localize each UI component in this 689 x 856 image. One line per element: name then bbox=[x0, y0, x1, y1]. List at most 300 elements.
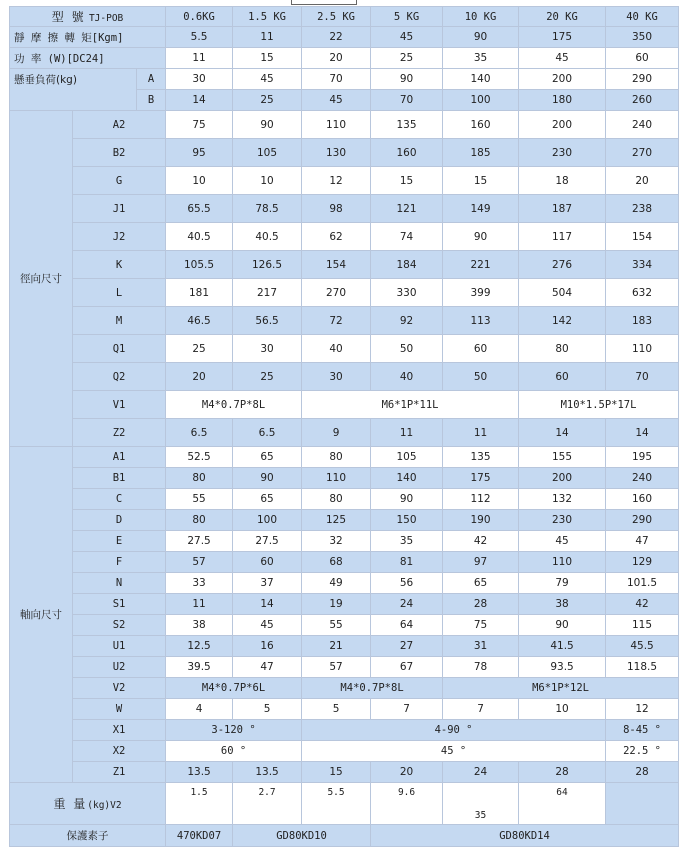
hanging-load-value: 30 bbox=[166, 69, 233, 90]
hanging-load-value: 200 bbox=[519, 69, 606, 90]
radial-row bbox=[10, 279, 679, 307]
top-row-value: 11 bbox=[166, 48, 233, 69]
axial-value: 57 bbox=[166, 552, 233, 573]
hanging-load-value: 25 bbox=[233, 90, 302, 111]
radial-code: V1 bbox=[73, 391, 166, 419]
radial-value: 40 bbox=[302, 335, 371, 363]
radial-value: 504 bbox=[519, 279, 606, 307]
radial-value: 30 bbox=[233, 335, 302, 363]
axial-value: 93.5 bbox=[519, 657, 606, 678]
axial-merged-value: 45 ° bbox=[302, 741, 606, 762]
axial-value: 47 bbox=[606, 531, 679, 552]
radial-code: A2 bbox=[73, 111, 166, 139]
weight-cell bbox=[166, 783, 233, 825]
hanging-load-value: 260 bbox=[606, 90, 679, 111]
size-col-5: 20 KG bbox=[519, 7, 606, 27]
top-edge-marker bbox=[291, 0, 357, 5]
radial-value: 74 bbox=[371, 223, 443, 251]
hanging-load-value: 180 bbox=[519, 90, 606, 111]
axial-value: 78 bbox=[443, 657, 519, 678]
radial-merged-value: M10*1.5P*17L bbox=[519, 391, 679, 419]
hanging-load-value: 90 bbox=[371, 69, 443, 90]
weight-value: 9.6 bbox=[397, 787, 416, 798]
axial-code: X2 bbox=[73, 741, 166, 762]
axial-row bbox=[10, 489, 679, 510]
protection-value: GD80KD14 bbox=[371, 825, 679, 847]
radial-row bbox=[10, 391, 679, 419]
top-row-value: 350 bbox=[606, 27, 679, 48]
axial-value: 38 bbox=[166, 615, 233, 636]
axial-value: 101.5 bbox=[606, 573, 679, 594]
axial-value: 20 bbox=[371, 762, 443, 783]
hanging-load-value: 14 bbox=[166, 90, 233, 111]
radial-value: 18 bbox=[519, 167, 606, 195]
radial-value: 135 bbox=[371, 111, 443, 139]
spec-table-body bbox=[10, 7, 679, 847]
radial-value: 105.5 bbox=[166, 251, 233, 279]
axial-value: 140 bbox=[371, 468, 443, 489]
radial-value: 187 bbox=[519, 195, 606, 223]
radial-value: 240 bbox=[606, 111, 679, 139]
radial-value: 200 bbox=[519, 111, 606, 139]
axial-value: 47 bbox=[233, 657, 302, 678]
radial-value: 40.5 bbox=[166, 223, 233, 251]
top-row-value: 15 bbox=[233, 48, 302, 69]
axial-value: 27 bbox=[371, 636, 443, 657]
radial-value: 20 bbox=[166, 363, 233, 391]
axial-value: 13.5 bbox=[233, 762, 302, 783]
axial-value: 5 bbox=[233, 699, 302, 720]
radial-value: 110 bbox=[302, 111, 371, 139]
axial-value: 19 bbox=[302, 594, 371, 615]
radial-value: 60 bbox=[519, 363, 606, 391]
axial-code: W bbox=[73, 699, 166, 720]
hanging-load-value: 290 bbox=[606, 69, 679, 90]
axial-code: U1 bbox=[73, 636, 166, 657]
model-label: 型 號 bbox=[51, 10, 86, 24]
axial-value: 11 bbox=[166, 594, 233, 615]
weight-value: 35 bbox=[474, 810, 487, 821]
radial-value: 40.5 bbox=[233, 223, 302, 251]
axial-value: 80 bbox=[166, 468, 233, 489]
axial-value: 90 bbox=[371, 489, 443, 510]
axial-row bbox=[10, 678, 679, 699]
radial-value: 217 bbox=[233, 279, 302, 307]
axial-row bbox=[10, 657, 679, 678]
radial-code: Q1 bbox=[73, 335, 166, 363]
radial-value: 6.5 bbox=[166, 419, 233, 447]
hanging-load-value: 70 bbox=[371, 90, 443, 111]
radial-code: Q2 bbox=[73, 363, 166, 391]
radial-value: 330 bbox=[371, 279, 443, 307]
radial-value: 183 bbox=[606, 307, 679, 335]
radial-value: 110 bbox=[606, 335, 679, 363]
radial-row bbox=[10, 251, 679, 279]
radial-code: K bbox=[73, 251, 166, 279]
top-row-value: 5.5 bbox=[166, 27, 233, 48]
axial-value: 65 bbox=[443, 573, 519, 594]
radial-value: 25 bbox=[233, 363, 302, 391]
radial-value: 46.5 bbox=[166, 307, 233, 335]
axial-row bbox=[10, 594, 679, 615]
hanging-load-sub: A bbox=[137, 69, 166, 90]
axial-merged-value: M4*0.7P*6L bbox=[166, 678, 302, 699]
radial-value: 11 bbox=[371, 419, 443, 447]
size-col-6: 40 KG bbox=[606, 7, 679, 27]
radial-row bbox=[10, 167, 679, 195]
weight-value: 64 bbox=[556, 787, 568, 798]
axial-value: 175 bbox=[443, 468, 519, 489]
axial-value: 28 bbox=[519, 762, 606, 783]
weight-cell bbox=[371, 783, 443, 825]
axial-code: A1 bbox=[73, 447, 166, 468]
axial-row bbox=[10, 510, 679, 531]
size-col-4: 10 KG bbox=[443, 7, 519, 27]
axial-code: U2 bbox=[73, 657, 166, 678]
radial-value: 90 bbox=[443, 223, 519, 251]
axial-merged-value: 22.5 ° bbox=[606, 741, 679, 762]
axial-value: 45 bbox=[233, 615, 302, 636]
axial-value: 65 bbox=[233, 447, 302, 468]
radial-code: Z2 bbox=[73, 419, 166, 447]
radial-value: 56.5 bbox=[233, 307, 302, 335]
axial-value: 12.5 bbox=[166, 636, 233, 657]
radial-value: 12 bbox=[302, 167, 371, 195]
weight-value: 2.7 bbox=[258, 787, 276, 798]
axial-row bbox=[10, 762, 679, 783]
axial-row bbox=[10, 636, 679, 657]
axial-value: 21 bbox=[302, 636, 371, 657]
top-row-value: 20 bbox=[302, 48, 371, 69]
radial-value: 230 bbox=[519, 139, 606, 167]
hanging-load-sub: B bbox=[137, 90, 166, 111]
weight-cell bbox=[443, 783, 519, 825]
axial-value: 57 bbox=[302, 657, 371, 678]
axial-value: 230 bbox=[519, 510, 606, 531]
radial-value: 154 bbox=[606, 223, 679, 251]
radial-merged-value: M6*1P*11L bbox=[302, 391, 519, 419]
axial-merged-value: 3-120 ° bbox=[166, 720, 302, 741]
axial-value: 200 bbox=[519, 468, 606, 489]
axial-row bbox=[10, 447, 679, 468]
protection-row bbox=[10, 825, 679, 847]
axial-merged-value: M6*1P*12L bbox=[443, 678, 679, 699]
axial-code: V2 bbox=[73, 678, 166, 699]
radial-row bbox=[10, 111, 679, 139]
weight-empty-cell bbox=[606, 783, 679, 825]
axial-value: 80 bbox=[302, 489, 371, 510]
hanging-load-label: 懸垂負荷(kg) bbox=[10, 69, 137, 111]
radial-value: 62 bbox=[302, 223, 371, 251]
axial-value: 55 bbox=[302, 615, 371, 636]
axial-row bbox=[10, 468, 679, 489]
radial-value: 11 bbox=[443, 419, 519, 447]
axial-row bbox=[10, 741, 679, 762]
axial-value: 10 bbox=[519, 699, 606, 720]
radial-value: 70 bbox=[606, 363, 679, 391]
axial-value: 42 bbox=[606, 594, 679, 615]
axial-value: 112 bbox=[443, 489, 519, 510]
axial-value: 79 bbox=[519, 573, 606, 594]
radial-value: 10 bbox=[233, 167, 302, 195]
axial-value: 27.5 bbox=[233, 531, 302, 552]
radial-value: 126.5 bbox=[233, 251, 302, 279]
weight-unit: (kg)V2 bbox=[87, 800, 122, 811]
axial-value: 41.5 bbox=[519, 636, 606, 657]
radial-value: 98 bbox=[302, 195, 371, 223]
axial-value: 150 bbox=[371, 510, 443, 531]
radial-value: 113 bbox=[443, 307, 519, 335]
axial-value: 135 bbox=[443, 447, 519, 468]
weight-cell bbox=[519, 783, 606, 825]
axial-code: S2 bbox=[73, 615, 166, 636]
top-row-value: 22 bbox=[302, 27, 371, 48]
radial-row bbox=[10, 363, 679, 391]
radial-value: 60 bbox=[443, 335, 519, 363]
axial-value: 110 bbox=[519, 552, 606, 573]
radial-code: G bbox=[73, 167, 166, 195]
radial-value: 399 bbox=[443, 279, 519, 307]
radial-value: 25 bbox=[166, 335, 233, 363]
radial-value: 149 bbox=[443, 195, 519, 223]
protection-label: 保護素子 bbox=[10, 825, 166, 847]
radial-value: 92 bbox=[371, 307, 443, 335]
axial-code: B1 bbox=[73, 468, 166, 489]
radial-merged-value: M4*0.7P*8L bbox=[166, 391, 302, 419]
radial-row bbox=[10, 195, 679, 223]
weight-cell bbox=[233, 783, 302, 825]
top-row-value: 175 bbox=[519, 27, 606, 48]
axial-row bbox=[10, 615, 679, 636]
spec-row bbox=[10, 27, 679, 48]
header-row bbox=[10, 7, 679, 27]
axial-value: 32 bbox=[302, 531, 371, 552]
radial-code: M bbox=[73, 307, 166, 335]
axial-value: 42 bbox=[443, 531, 519, 552]
top-row-value: 60 bbox=[606, 48, 679, 69]
axial-value: 28 bbox=[443, 594, 519, 615]
axial-value: 110 bbox=[302, 468, 371, 489]
axial-value: 75 bbox=[443, 615, 519, 636]
axial-value: 115 bbox=[606, 615, 679, 636]
axial-value: 155 bbox=[519, 447, 606, 468]
hanging-load-value: 45 bbox=[302, 90, 371, 111]
radial-code: J2 bbox=[73, 223, 166, 251]
axial-value: 49 bbox=[302, 573, 371, 594]
radial-row bbox=[10, 223, 679, 251]
axial-row bbox=[10, 531, 679, 552]
radial-value: 6.5 bbox=[233, 419, 302, 447]
axial-value: 64 bbox=[371, 615, 443, 636]
axial-value: 129 bbox=[606, 552, 679, 573]
axial-value: 24 bbox=[443, 762, 519, 783]
axial-value: 15 bbox=[302, 762, 371, 783]
radial-value: 160 bbox=[443, 111, 519, 139]
axial-merged-value: M4*0.7P*8L bbox=[302, 678, 443, 699]
axial-value: 38 bbox=[519, 594, 606, 615]
top-row-value: 45 bbox=[519, 48, 606, 69]
radial-value: 78.5 bbox=[233, 195, 302, 223]
model-header-cell bbox=[10, 7, 166, 27]
axial-value: 132 bbox=[519, 489, 606, 510]
axial-value: 67 bbox=[371, 657, 443, 678]
top-row-value: 35 bbox=[443, 48, 519, 69]
axial-value: 33 bbox=[166, 573, 233, 594]
axial-value: 55 bbox=[166, 489, 233, 510]
weight-label-cell bbox=[10, 783, 166, 825]
axial-value: 37 bbox=[233, 573, 302, 594]
axial-value: 39.5 bbox=[166, 657, 233, 678]
axial-value: 12 bbox=[606, 699, 679, 720]
radial-value: 154 bbox=[302, 251, 371, 279]
radial-value: 65.5 bbox=[166, 195, 233, 223]
size-col-1: 1.5 KG bbox=[233, 7, 302, 27]
radial-value: 270 bbox=[606, 139, 679, 167]
radial-value: 72 bbox=[302, 307, 371, 335]
radial-value: 10 bbox=[166, 167, 233, 195]
axial-code: N bbox=[73, 573, 166, 594]
axial-value: 28 bbox=[606, 762, 679, 783]
radial-value: 15 bbox=[443, 167, 519, 195]
axial-value: 118.5 bbox=[606, 657, 679, 678]
axial-row bbox=[10, 573, 679, 594]
radial-value: 276 bbox=[519, 251, 606, 279]
axial-value: 240 bbox=[606, 468, 679, 489]
axial-value: 81 bbox=[371, 552, 443, 573]
axial-value: 7 bbox=[371, 699, 443, 720]
axial-value: 7 bbox=[443, 699, 519, 720]
axial-merged-value: 4-90 ° bbox=[302, 720, 606, 741]
axial-merged-value: 60 ° bbox=[166, 741, 302, 762]
radial-value: 270 bbox=[302, 279, 371, 307]
axial-value: 160 bbox=[606, 489, 679, 510]
axial-code: Z1 bbox=[73, 762, 166, 783]
axial-value: 68 bbox=[302, 552, 371, 573]
axial-value: 35 bbox=[371, 531, 443, 552]
weight-label: 重 量 bbox=[53, 797, 88, 811]
radial-row bbox=[10, 139, 679, 167]
top-row-value: 45 bbox=[371, 27, 443, 48]
axial-value: 290 bbox=[606, 510, 679, 531]
axial-value: 56 bbox=[371, 573, 443, 594]
row-label: 功 率 (W)[DC24] bbox=[10, 48, 166, 69]
radial-value: 20 bbox=[606, 167, 679, 195]
radial-value: 221 bbox=[443, 251, 519, 279]
radial-value: 142 bbox=[519, 307, 606, 335]
weight-cell bbox=[302, 783, 371, 825]
spec-row bbox=[10, 48, 679, 69]
axial-value: 90 bbox=[233, 468, 302, 489]
radial-code: J1 bbox=[73, 195, 166, 223]
top-row-value: 90 bbox=[443, 27, 519, 48]
radial-value: 185 bbox=[443, 139, 519, 167]
radial-code: L bbox=[73, 279, 166, 307]
axial-code: X1 bbox=[73, 720, 166, 741]
axial-row bbox=[10, 699, 679, 720]
radial-value: 80 bbox=[519, 335, 606, 363]
axial-value: 13.5 bbox=[166, 762, 233, 783]
axial-value: 90 bbox=[519, 615, 606, 636]
hanging-load-value: 100 bbox=[443, 90, 519, 111]
radial-row bbox=[10, 335, 679, 363]
hanging-load-value: 140 bbox=[443, 69, 519, 90]
axial-value: 45.5 bbox=[606, 636, 679, 657]
hanging-load-value: 70 bbox=[302, 69, 371, 90]
model-code: TJ-POB bbox=[88, 13, 124, 24]
top-row-value: 11 bbox=[233, 27, 302, 48]
radial-value: 30 bbox=[302, 363, 371, 391]
axial-value: 195 bbox=[606, 447, 679, 468]
axial-code: F bbox=[73, 552, 166, 573]
axial-merged-value: 8-45 ° bbox=[606, 720, 679, 741]
weight-row bbox=[10, 783, 679, 825]
axial-value: 125 bbox=[302, 510, 371, 531]
axial-code: S1 bbox=[73, 594, 166, 615]
axial-code: E bbox=[73, 531, 166, 552]
radial-value: 15 bbox=[371, 167, 443, 195]
axial-group-label: 軸向尺寸 bbox=[10, 447, 73, 783]
radial-value: 75 bbox=[166, 111, 233, 139]
axial-value: 52.5 bbox=[166, 447, 233, 468]
radial-value: 95 bbox=[166, 139, 233, 167]
radial-value: 50 bbox=[443, 363, 519, 391]
axial-row bbox=[10, 552, 679, 573]
radial-code: B2 bbox=[73, 139, 166, 167]
axial-value: 80 bbox=[302, 447, 371, 468]
radial-value: 40 bbox=[371, 363, 443, 391]
axial-value: 60 bbox=[233, 552, 302, 573]
axial-value: 45 bbox=[519, 531, 606, 552]
radial-value: 238 bbox=[606, 195, 679, 223]
radial-value: 50 bbox=[371, 335, 443, 363]
axial-value: 105 bbox=[371, 447, 443, 468]
axial-value: 31 bbox=[443, 636, 519, 657]
size-col-0: 0.6KG bbox=[166, 7, 233, 27]
size-col-2: 2.5 KG bbox=[302, 7, 371, 27]
radial-value: 9 bbox=[302, 419, 371, 447]
size-col-3: 5 KG bbox=[371, 7, 443, 27]
axial-code: D bbox=[73, 510, 166, 531]
axial-value: 190 bbox=[443, 510, 519, 531]
protection-value: 470KD07 bbox=[166, 825, 233, 847]
axial-value: 24 bbox=[371, 594, 443, 615]
radial-value: 160 bbox=[371, 139, 443, 167]
axial-value: 5 bbox=[302, 699, 371, 720]
weight-value: 5.5 bbox=[327, 787, 345, 798]
axial-value: 4 bbox=[166, 699, 233, 720]
radial-value: 181 bbox=[166, 279, 233, 307]
radial-value: 184 bbox=[371, 251, 443, 279]
axial-value: 80 bbox=[166, 510, 233, 531]
radial-value: 632 bbox=[606, 279, 679, 307]
axial-value: 100 bbox=[233, 510, 302, 531]
protection-value: GD80KD10 bbox=[233, 825, 371, 847]
radial-value: 14 bbox=[519, 419, 606, 447]
hanging-load-row bbox=[10, 69, 679, 90]
row-label: 靜 摩 擦 轉 矩[Kgm] bbox=[10, 27, 166, 48]
radial-row bbox=[10, 419, 679, 447]
axial-row bbox=[10, 720, 679, 741]
axial-value: 14 bbox=[233, 594, 302, 615]
radial-value: 90 bbox=[233, 111, 302, 139]
radial-value: 105 bbox=[233, 139, 302, 167]
radial-value: 334 bbox=[606, 251, 679, 279]
axial-value: 16 bbox=[233, 636, 302, 657]
weight-value: 1.5 bbox=[190, 787, 208, 798]
axial-value: 97 bbox=[443, 552, 519, 573]
hanging-load-value: 45 bbox=[233, 69, 302, 90]
radial-value: 130 bbox=[302, 139, 371, 167]
